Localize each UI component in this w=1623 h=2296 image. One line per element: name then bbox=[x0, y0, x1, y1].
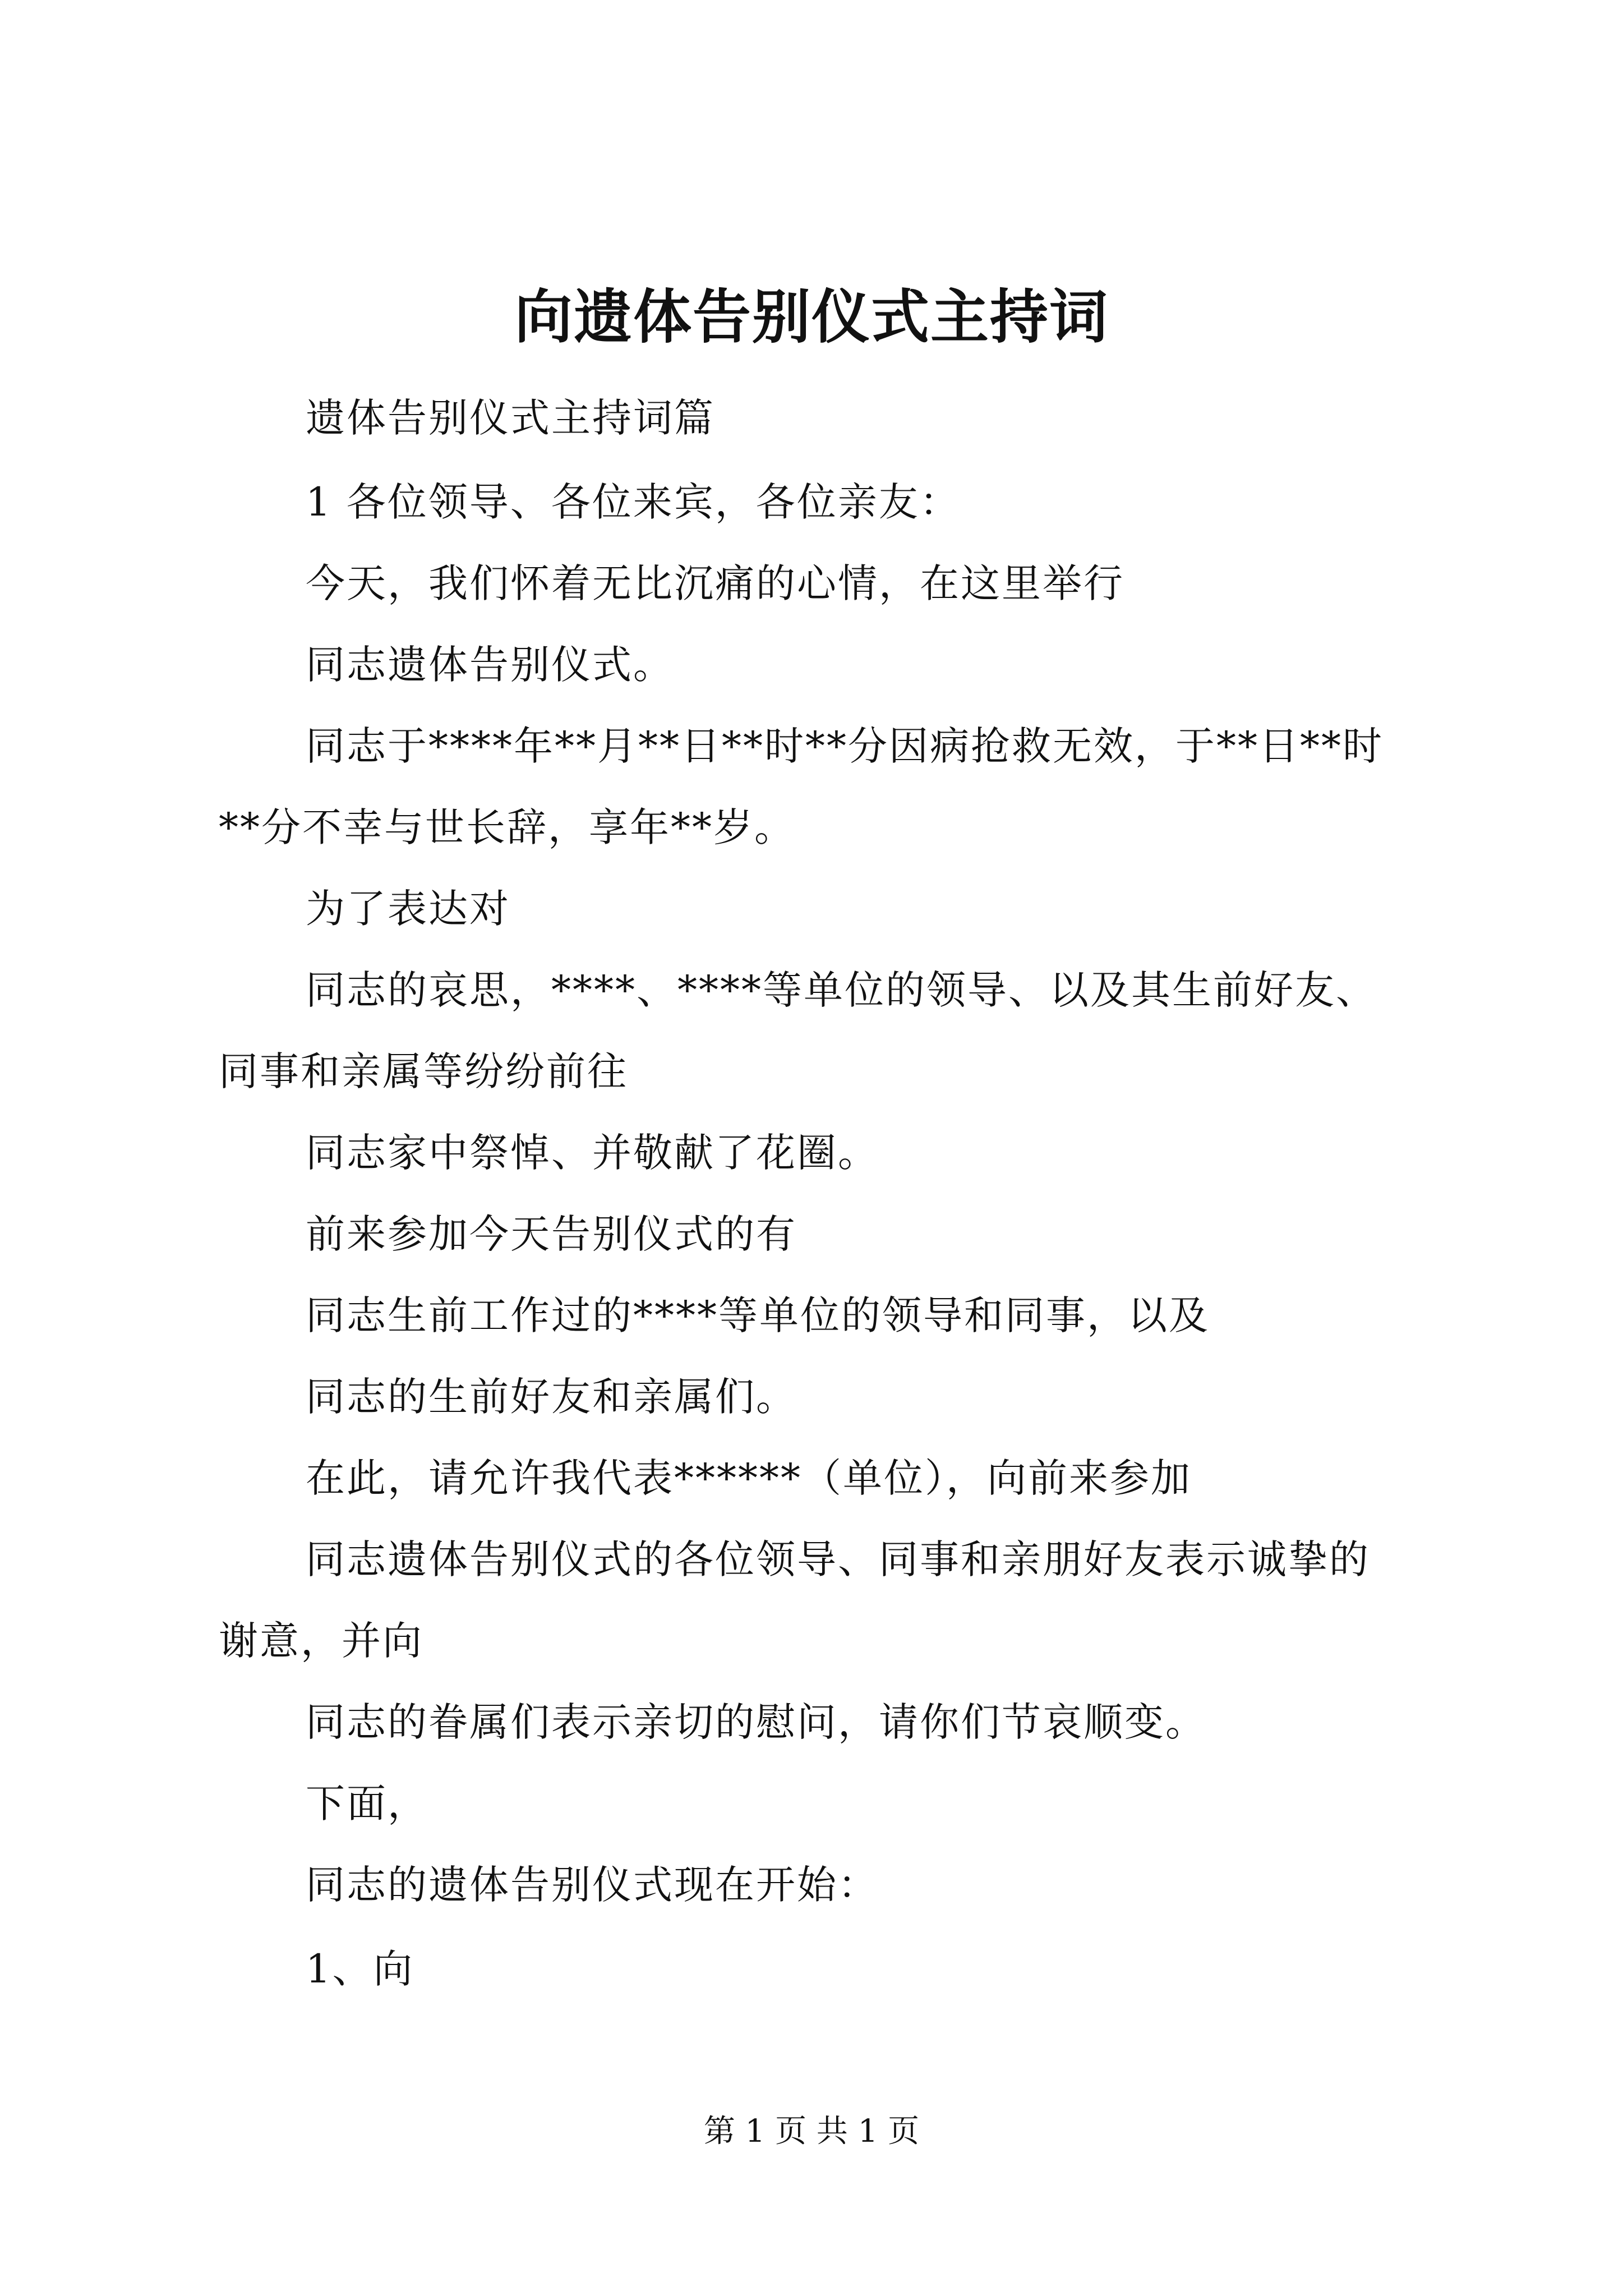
paragraph-line: 同志家中祭悼、并敬献了花圈。 bbox=[306, 1130, 879, 1176]
paragraph-line: 前来参加今天告别仪式的有 bbox=[306, 1211, 797, 1257]
paragraph-line: 同事和亲属等纷纷前往 bbox=[219, 1048, 628, 1094]
paragraph-line: 1、向 bbox=[306, 1946, 414, 1992]
paragraph-line: 同志遗体告别仪式的各位领导、同事和亲朋好友表示诚挚的 bbox=[306, 1536, 1370, 1582]
page-footer: 第 1 页 共 1 页 bbox=[703, 2113, 920, 2150]
paragraph-line: 1 各位领导、各位来宾，各位亲友： bbox=[306, 479, 961, 525]
paragraph-line: 同志的眷属们表示亲切的慰问，请你们节哀顺变。 bbox=[306, 1699, 1206, 1745]
paragraph-line: 遗体告别仪式主持词篇 bbox=[306, 395, 715, 441]
paragraph-line: **分不幸与世长辞，享年**岁。 bbox=[219, 804, 795, 850]
paragraph-line: 同志的遗体告别仪式现在开始： bbox=[306, 1862, 879, 1908]
paragraph-line: 同志的生前好友和亲属们。 bbox=[306, 1374, 797, 1420]
document-title: 向遗体告别仪式主持词 bbox=[514, 282, 1109, 351]
paragraph-line: 同志于****年**月**日**时**分因病抢救无效，于**日**时 bbox=[306, 723, 1384, 769]
paragraph-line: 谢意，并向 bbox=[219, 1618, 423, 1664]
paragraph-line: 为了表达对 bbox=[306, 886, 510, 932]
paragraph-line: 同志遗体告别仪式。 bbox=[306, 642, 674, 688]
paragraph-line: 今天，我们怀着无比沉痛的心情，在这里举行 bbox=[306, 560, 1124, 606]
paragraph-line: 在此，请允许我代表******（单位），向前来参加 bbox=[306, 1455, 1192, 1501]
paragraph-line: 同志的哀思，****、****等单位的领导、以及其生前好友、 bbox=[306, 967, 1377, 1013]
paragraph-line: 下面， bbox=[306, 1780, 428, 1826]
paragraph-line: 同志生前工作过的****等单位的领导和同事，以及 bbox=[306, 1292, 1210, 1338]
